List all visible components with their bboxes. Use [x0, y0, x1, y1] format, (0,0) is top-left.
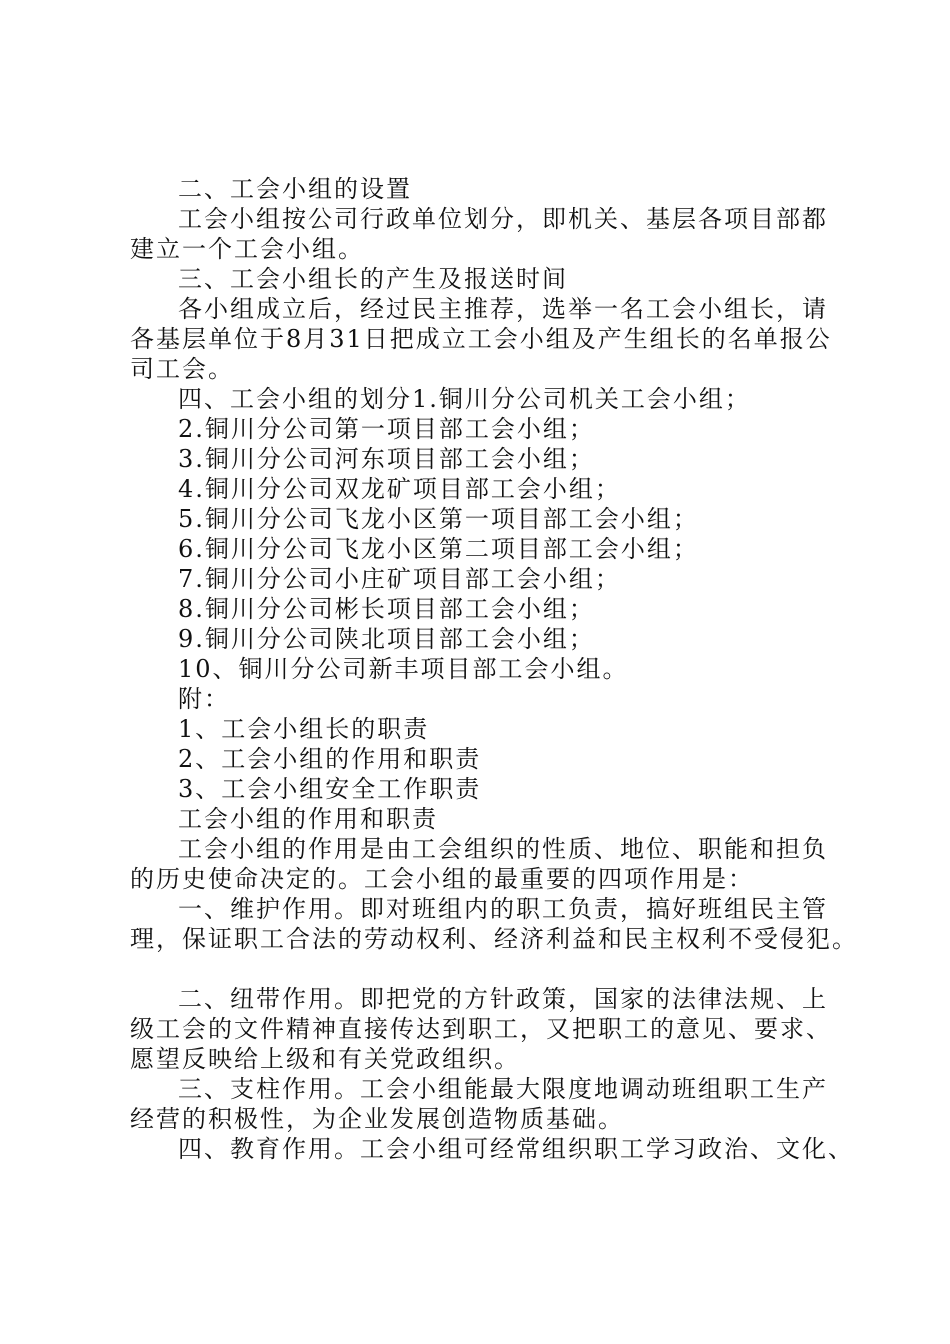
text-line: 3、工会小组安全工作职责	[178, 775, 482, 803]
text-line: 5.铜川分公司飞龙小区第一项目部工会小组；	[178, 505, 699, 533]
text-line: 4.铜川分公司双龙矿项目部工会小组；	[178, 475, 621, 503]
text-line: 四、教育作用。工会小组可经常组织职工学习政治、文化、	[178, 1135, 854, 1163]
text-line: 建立一个工会小组。	[130, 235, 364, 263]
text-line: 10、铜川分公司新丰项目部工会小组。	[178, 655, 629, 683]
text-line: 2、工会小组的作用和职责	[178, 745, 482, 773]
text-line: 1、工会小组长的职责	[178, 715, 430, 743]
text-line: 愿望反映给上级和有关党政组织。	[130, 1045, 520, 1073]
blank-line	[130, 954, 850, 984]
text-line: 级工会的文件精神直接传达到职工，又把职工的意见、要求、	[130, 1015, 832, 1043]
text-line: 三、工会小组长的产生及报送时间	[178, 265, 568, 293]
text-line: 6.铜川分公司飞龙小区第二项目部工会小组；	[178, 535, 699, 563]
text-line: 3.铜川分公司河东项目部工会小组；	[178, 445, 595, 473]
text-line: 各基层单位于8月31日把成立工会小组及产生组长的名单报公	[130, 325, 832, 353]
text-line: 的历史使命决定的。工会小组的最重要的四项作用是：	[130, 865, 754, 893]
text-line: 2.铜川分公司第一项目部工会小组；	[178, 415, 595, 443]
text-line: 8.铜川分公司彬长项目部工会小组；	[178, 595, 595, 623]
text-line: 司工会。	[130, 355, 234, 383]
text-line: 经营的积极性，为企业发展创造物质基础。	[130, 1105, 624, 1133]
text-line: 四、工会小组的划分1.铜川分公司机关工会小组；	[178, 385, 751, 413]
text-line: 7.铜川分公司小庄矿项目部工会小组；	[178, 565, 621, 593]
text-line: 工会小组的作用和职责	[178, 805, 438, 833]
text-line: 各小组成立后，经过民主推荐，选举一名工会小组长，请	[178, 295, 828, 323]
text-line: 二、纽带作用。即把党的方针政策，国家的法律法规、上	[178, 985, 828, 1013]
text-line: 理，保证职工合法的劳动权利、经济利益和民主权利不受侵犯。	[130, 925, 858, 953]
text-line: 工会小组的作用是由工会组织的性质、地位、职能和担负	[178, 835, 828, 863]
text-line: 9.铜川分公司陕北项目部工会小组；	[178, 625, 595, 653]
text-line: 三、支柱作用。工会小组能最大限度地调动班组职工生产	[178, 1075, 828, 1103]
text-line: 二、工会小组的设置	[178, 175, 412, 203]
text-line: 工会小组按公司行政单位划分，即机关、基层各项目部都	[178, 205, 828, 233]
text-line: 一、维护作用。即对班组内的职工负责，搞好班组民主管	[178, 895, 828, 923]
text-line: 附：	[178, 685, 230, 713]
document-body	[130, 174, 858, 1164]
